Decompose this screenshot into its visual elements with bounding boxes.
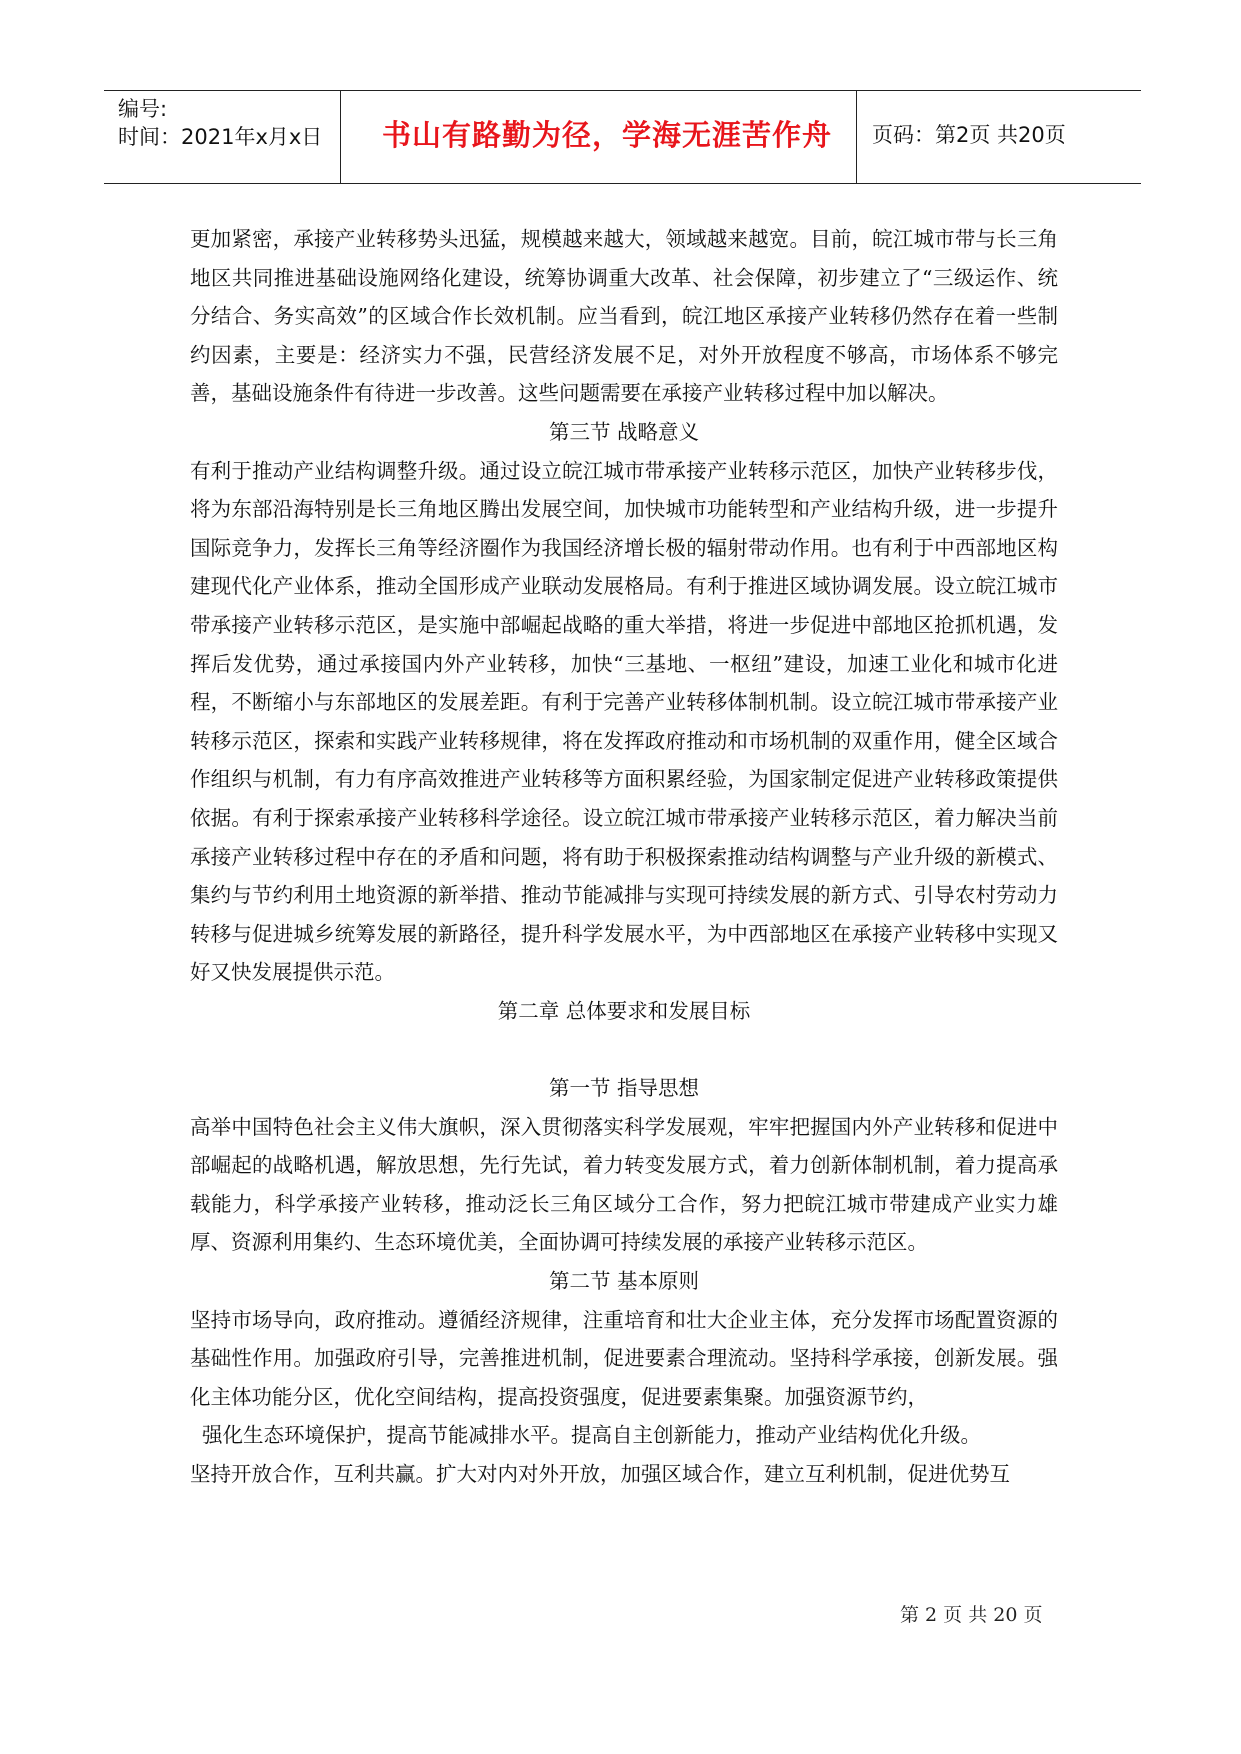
- header-info: [118, 95, 322, 151]
- header-motto: 书山有路勤为径，学海无涯苦作舟: [381, 118, 832, 152]
- section-heading: 第一节 指导思想: [548, 1076, 700, 1101]
- header-divider-right: [856, 91, 857, 183]
- body-paragraph: 强化生态环境保护，提高节能减排水平。提高自主创新能力，推动产业结构优化升级。: [202, 1423, 981, 1448]
- page-header: [104, 90, 1141, 184]
- blank-line: [190, 1030, 1058, 1069]
- body-paragraph: 更加紧密，承接产业转移势头迅猛，规模越来越大，领域越来越宽。目前，皖江城市带与长三角地区共同推进基础设施网络化建设，统筹协调重大改革、社会保障，初步建立了“三级运作、统分结合、务实高效”的区域合作长效机制。应当看到，皖江地区承接产业转移仍然存在着一些制约因素，主要是：经济实力不强，民营经济发展不足，对外开放程度不够高，市场体系不够完善，基础设施条件有待进一步改善。这些问题需要在承接产业转移过程中加以解决。: [190, 227, 1058, 406]
- section-heading: 第二节 基本原则: [548, 1269, 700, 1294]
- header-page-number: 页码：第2页 共20页: [872, 123, 1066, 147]
- chapter-heading: 第二章 总体要求和发展目标: [497, 998, 751, 1023]
- document-number: 编号:: [118, 97, 168, 121]
- page-footer: 第 2 页 共 20 页: [900, 1604, 1043, 1626]
- body-paragraph: 高举中国特色社会主义伟大旗帜，深入贯彻落实科学发展观，牢牢把握国内外产业转移和促进中部崛起的战略机遇，解放思想，先行先试，着力转变发展方式，着力创新体制机制，着力提高承载能力，科学承接产业转移，推动泛长三角区域分工合作，努力把皖江城市带建成产业实力雄厚、资源利用集约、生态环境优美，全面协调可持续发展的承接产业转移示范区。: [190, 1114, 1058, 1255]
- body-paragraph: 有利于推动产业结构调整升级。通过设立皖江城市带承接产业转移示范区，加快产业转移步伐，将为东部沿海特别是长三角地区腾出发展空间，加快城市功能转型和产业结构升级，进一步提升国际竞争力，发挥长三角等经济圈作为我国经济增长极的辐射带动作用。也有利于中西部地区构建现代化产业体系，推动全国形成产业联动发展格局。有利于推进区域协调发展。设立皖江城市带承接产业转移示范区，是实施中部崛起战略的重大举措，将进一步促进中部地区抢抓机遇，发挥后发优势，通过承接国内外产业转移，加快“三基地、一枢纽”建设，加速工业化和城市化进程，不断缩小与东部地区的发展差距。有利于完善产业转移体制机制。设立皖江城市带承接产业转移示范区，探索和实践产业转移规律，将在发挥政府推动和市场机制的双重作用，健全区域合作组织与机制，有力有序高效推进产业转移等方面积累经验，为国家制定促进产业转移政策提供依据。有利于探索承接产业转移科学途径。设立皖江城市带承接产业转移示范区，着力解决当前承接产业转移过程中存在的矛盾和问题，将有助于积极探索推动结构调整与产业升级的新模式、集约与节约利用土地资源的新举措、推动节能减排与实现可持续发展的新方式、引导农村劳动力转移与促进城乡统筹发展的新路径，提升科学发展水平，为中西部地区在承接产业转移中实现又好又快发展提供示范。: [190, 458, 1058, 985]
- header-divider-left: [340, 91, 341, 183]
- body-paragraph: 坚持市场导向，政府推动。遵循经济规律，注重培育和壮大企业主体，充分发挥市场配置资源的基础性作用。加强政府引导，完善推进机制，促进要素合理流动。坚持科学承接，创新发展。强化主体功能分区，优化空间结构，提高投资强度，促进要素集聚。加强资源节约，: [190, 1307, 1058, 1409]
- body-paragraph: 坚持开放合作，互利共赢。扩大对内对外开放，加强区域合作，建立互利机制，促进优势互: [190, 1462, 1010, 1486]
- section-heading: 第三节 战略意义: [548, 419, 700, 444]
- document-body: [190, 220, 1058, 1494]
- document-time: 时间：2021年x月x日: [118, 125, 323, 149]
